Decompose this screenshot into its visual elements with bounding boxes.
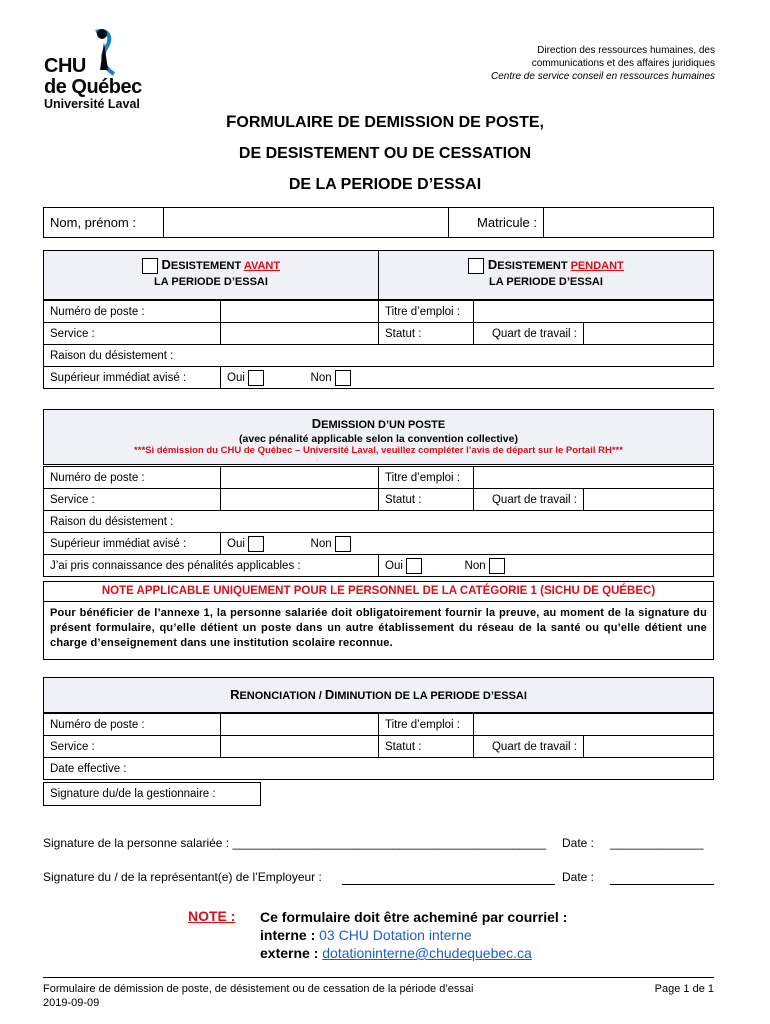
- s3-numero-field[interactable]: [221, 714, 379, 736]
- title-line3: DE LA PERIODE D’ESSAI: [288, 176, 482, 193]
- desistement-pendant: [379, 251, 713, 299]
- s1-non-label: Non: [310, 371, 332, 384]
- s3-titre-label: Titre d’emploi :: [379, 714, 474, 736]
- footer-date: 2019-09-09: [43, 997, 100, 1009]
- desistement-avant: [44, 251, 379, 299]
- categorie1-note: NOTE APPLICABLE UNIQUEMENT POUR LE PERSONNEL DE LA CATÉGORIE 1 (SICHU DE QUÉBEC): [43, 581, 714, 602]
- s2-penalites-choices: [379, 555, 714, 577]
- s2-quart-field[interactable]: [584, 489, 714, 511]
- note-line1: Ce formulaire doit être acheminé par courriel :: [260, 909, 568, 925]
- s2-numero-field[interactable]: [221, 467, 379, 489]
- s1-titre-field[interactable]: [474, 301, 714, 323]
- s2-oui-label: Oui: [227, 537, 245, 550]
- date1-label: Date :: [562, 836, 595, 850]
- s1-service-label: Service :: [44, 323, 221, 345]
- s3-numero-label: Numéro de poste :: [44, 714, 221, 736]
- footer-title: Formulaire de démission de poste, de désistement ou de cessation de la période d’essai: [43, 983, 474, 995]
- demission-cap: D: [311, 416, 322, 431]
- s3-service-label: Service :: [44, 736, 221, 758]
- diminution-cap: D: [324, 687, 335, 702]
- logo-line1: CHU: [44, 55, 86, 77]
- s2-non-label: Non: [310, 537, 332, 550]
- pendant-sub: LA PERIODE D’ESSAI: [489, 275, 603, 288]
- demission-warning: ***Si démission du CHU de Québec – Université Laval, veuillez compléter l’avis de départ sur le Portail RH***: [134, 445, 623, 456]
- note-content: [260, 908, 567, 962]
- interne-value: 03 CHU Dotation interne: [319, 927, 472, 943]
- s1-superieur-label: Supérieur immédiat avisé :: [44, 367, 221, 389]
- s1-quart-field[interactable]: [584, 323, 714, 345]
- pendant-cap: D: [487, 257, 498, 272]
- s2-oui2-checkbox[interactable]: [406, 558, 422, 574]
- signature-employeur-line[interactable]: [342, 884, 555, 885]
- annexe-paragraph: Pour bénéficier de l’annexe 1, la personne salariée doit obligatoirement fournir la preuve, au moment de la signature du présent formulaire, qu’elle détient un poste dans un autre établissement du réseau de la santé ou qu’elle détient une charge d’enseignement dans une institution scolaire reconnue.: [43, 601, 714, 660]
- s3-quart-label: Quart de travail :: [474, 736, 584, 758]
- externe-email-link[interactable]: dotationinterne@chudequebec.ca: [322, 945, 532, 961]
- section1-table: [43, 300, 714, 389]
- matricule-field[interactable]: [544, 208, 714, 238]
- section-renonciation-header: [43, 677, 714, 713]
- department-header: [491, 44, 715, 83]
- date1-blank[interactable]: ______________: [610, 836, 704, 850]
- name-field[interactable]: [164, 208, 449, 238]
- date2-label: Date :: [562, 870, 595, 884]
- section-demission-header: [43, 409, 714, 465]
- externe-label: externe :: [260, 945, 323, 961]
- interne-label: interne :: [260, 927, 320, 943]
- s2-service-label: Service :: [44, 489, 221, 511]
- avant-cap: D: [161, 257, 171, 272]
- signature-salarie: Signature de la personne salariée : _______________________________________________: [43, 836, 547, 850]
- footer-page: Page 1 de 1: [654, 983, 714, 995]
- form-title: [0, 106, 770, 200]
- s2-non2-checkbox[interactable]: [489, 558, 505, 574]
- dept-line3: Centre de service conseil en ressources humaines: [491, 71, 715, 82]
- s1-non-checkbox[interactable]: [335, 370, 351, 386]
- s1-titre-label: Titre d’emploi :: [379, 301, 474, 323]
- demission-title: EMISSION D’UN POSTE: [321, 419, 446, 431]
- s2-non2-label: Non: [464, 559, 486, 572]
- s2-statut-label: Statut :: [379, 489, 474, 511]
- s3-service-field[interactable]: [221, 736, 379, 758]
- logo-text: [44, 56, 142, 111]
- section2-table: [43, 466, 714, 577]
- identity-table: [43, 207, 714, 238]
- section-desistement-header: [43, 250, 714, 300]
- s2-oui2-label: Oui: [385, 559, 403, 572]
- s3-date-effective-label: Date effective :: [44, 758, 714, 780]
- name-label: Nom, prénom :: [44, 208, 164, 238]
- avant-red: AVANT: [243, 260, 281, 272]
- renonciation-cap: R: [230, 687, 240, 702]
- s2-non-checkbox[interactable]: [335, 536, 351, 552]
- desistement-pendant-checkbox[interactable]: [468, 258, 484, 274]
- note-label: NOTE :: [188, 908, 236, 924]
- s2-titre-field[interactable]: [474, 467, 714, 489]
- pendant-red: PENDANT: [570, 260, 624, 272]
- s3-titre-field[interactable]: [474, 714, 714, 736]
- s2-service-field[interactable]: [221, 489, 379, 511]
- s1-service-field[interactable]: [221, 323, 379, 345]
- s2-quart-label: Quart de travail :: [474, 489, 584, 511]
- dept-line1: Direction des ressources humaines, des: [537, 45, 715, 56]
- diminution-title: IMINUTION DE LA PERIODE D’ESSAI: [334, 690, 527, 702]
- signature-employeur-label: Signature du / de la représentant(e) de l’Employeur :: [43, 870, 322, 884]
- s1-numero-field[interactable]: [221, 301, 379, 323]
- date2-line[interactable]: [610, 884, 714, 885]
- renonciation-title: ENONCIATION /: [239, 690, 325, 702]
- s3-statut-label: Statut :: [379, 736, 474, 758]
- s2-oui-checkbox[interactable]: [248, 536, 264, 552]
- title-cap: F: [226, 112, 237, 131]
- avant-sub: LA PERIODE D’ESSAI: [154, 275, 268, 288]
- s1-raison-label: Raison du désistement :: [44, 345, 714, 367]
- page-footer: [43, 977, 714, 1010]
- title-line2: DE DESISTEMENT OU DE CESSATION: [238, 145, 532, 162]
- s1-numero-label: Numéro de poste :: [44, 301, 221, 323]
- demission-sub: (avec pénalité applicable selon la convention collective): [239, 433, 518, 445]
- s2-numero-label: Numéro de poste :: [44, 467, 221, 489]
- s2-penalites-label: J’ai pris connaissance des pénalités applicables :: [44, 555, 379, 577]
- s2-superieur-choices: [221, 533, 714, 555]
- logo-line2: de Québec: [44, 76, 142, 98]
- pendant-title: ESISTEMENT: [497, 260, 571, 272]
- section3-table: [43, 713, 714, 780]
- desistement-avant-checkbox[interactable]: [142, 258, 158, 274]
- s2-superieur-label: Supérieur immédiat avisé :: [44, 533, 221, 555]
- avant-title: ESISTEMENT: [170, 260, 244, 272]
- dept-line2: communications et des affaires juridiques: [531, 58, 715, 69]
- s3-signature-label: Signature du/de la gestionnaire :: [44, 783, 261, 806]
- s1-superieur-choices: [221, 367, 714, 389]
- s1-oui-checkbox[interactable]: [248, 370, 264, 386]
- s2-titre-label: Titre d’emploi :: [379, 467, 474, 489]
- s2-raison-label: Raison du désistement :: [44, 511, 714, 533]
- s3-signature-table: [43, 782, 261, 806]
- s1-statut-label: Statut :: [379, 323, 474, 345]
- title-line1: ORMULAIRE DE DEMISSION DE POSTE,: [236, 114, 544, 131]
- logo-line3: Université Laval: [44, 97, 140, 111]
- s1-quart-label: Quart de travail :: [474, 323, 584, 345]
- s3-quart-field[interactable]: [584, 736, 714, 758]
- matricule-label: Matricule :: [449, 208, 544, 238]
- s1-oui-label: Oui: [227, 371, 245, 384]
